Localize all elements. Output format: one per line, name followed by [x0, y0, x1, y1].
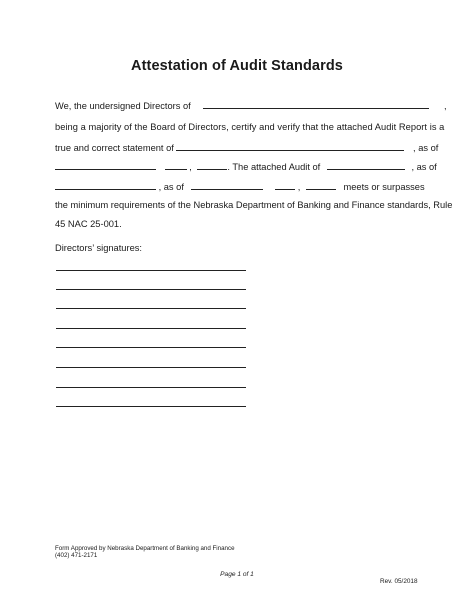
as-of-label-1: , as of [413, 143, 439, 153]
paragraph-line-6 [55, 199, 453, 211]
requirements-statement: the minimum requirements of the Nebraska Department of Banking and Finance standards, Rule [55, 200, 453, 210]
signature-line-3[interactable] [56, 308, 246, 309]
signature-line-7[interactable] [56, 387, 246, 388]
signature-line-6[interactable] [56, 367, 246, 368]
document-title: Attestation of Audit Standards [131, 58, 343, 74]
line-1-comma: , [443, 101, 447, 111]
page-number: Page 1 of 1 [220, 571, 254, 578]
date-year-blank-2[interactable] [306, 180, 336, 190]
true-statement-label: true and correct statement of [55, 143, 174, 153]
signature-line-5[interactable] [56, 347, 246, 348]
date-day-blank-1[interactable] [165, 160, 187, 170]
paragraph-line-5 [55, 180, 427, 193]
paragraph-line-7 [55, 218, 427, 230]
date-year-blank-1[interactable] [197, 160, 227, 170]
directors-of-label: We, the undersigned Directors of [55, 101, 191, 111]
date-month-blank-2[interactable] [55, 180, 156, 190]
date-month-blank-1[interactable] [55, 160, 156, 170]
revision-date: Rev. 05/2018 [380, 578, 418, 585]
date-day-blank-2[interactable] [275, 180, 295, 190]
paragraph-line-1 [55, 99, 447, 112]
paragraph-line-4 [55, 160, 437, 173]
signature-line-4[interactable] [56, 328, 246, 329]
statement-of-blank[interactable] [176, 141, 404, 151]
meets-label: meets or surpasses [343, 182, 425, 192]
audit-of-blank[interactable] [327, 160, 405, 170]
signature-line-8[interactable] [56, 406, 246, 407]
date-month-blank-3[interactable] [191, 180, 263, 190]
paragraph-line-3 [55, 141, 439, 154]
attached-audit-label: . The attached Audit of [227, 162, 321, 172]
contact-phone: (402) 471-2171 [55, 552, 98, 559]
paragraph-line-2 [55, 121, 445, 133]
majority-statement: being a majority of the Board of Directors, certify and verify that the attached Audit Report is a [55, 122, 445, 132]
as-of-label-3: , as of [158, 182, 184, 192]
date-comma-2: , [297, 182, 301, 192]
institution-name-blank[interactable] [203, 99, 429, 109]
rule-reference: 45 NAC 25-001. [55, 219, 122, 229]
signatures-label: Directors’ signatures: [55, 243, 142, 253]
signature-line-1[interactable] [56, 270, 246, 271]
form-approval-note: Form Approved by Nebraska Department of Banking and Finance [55, 545, 235, 552]
signature-line-2[interactable] [56, 289, 246, 290]
as-of-label-2: , as of [411, 162, 437, 172]
date-comma-1: , [189, 162, 192, 172]
